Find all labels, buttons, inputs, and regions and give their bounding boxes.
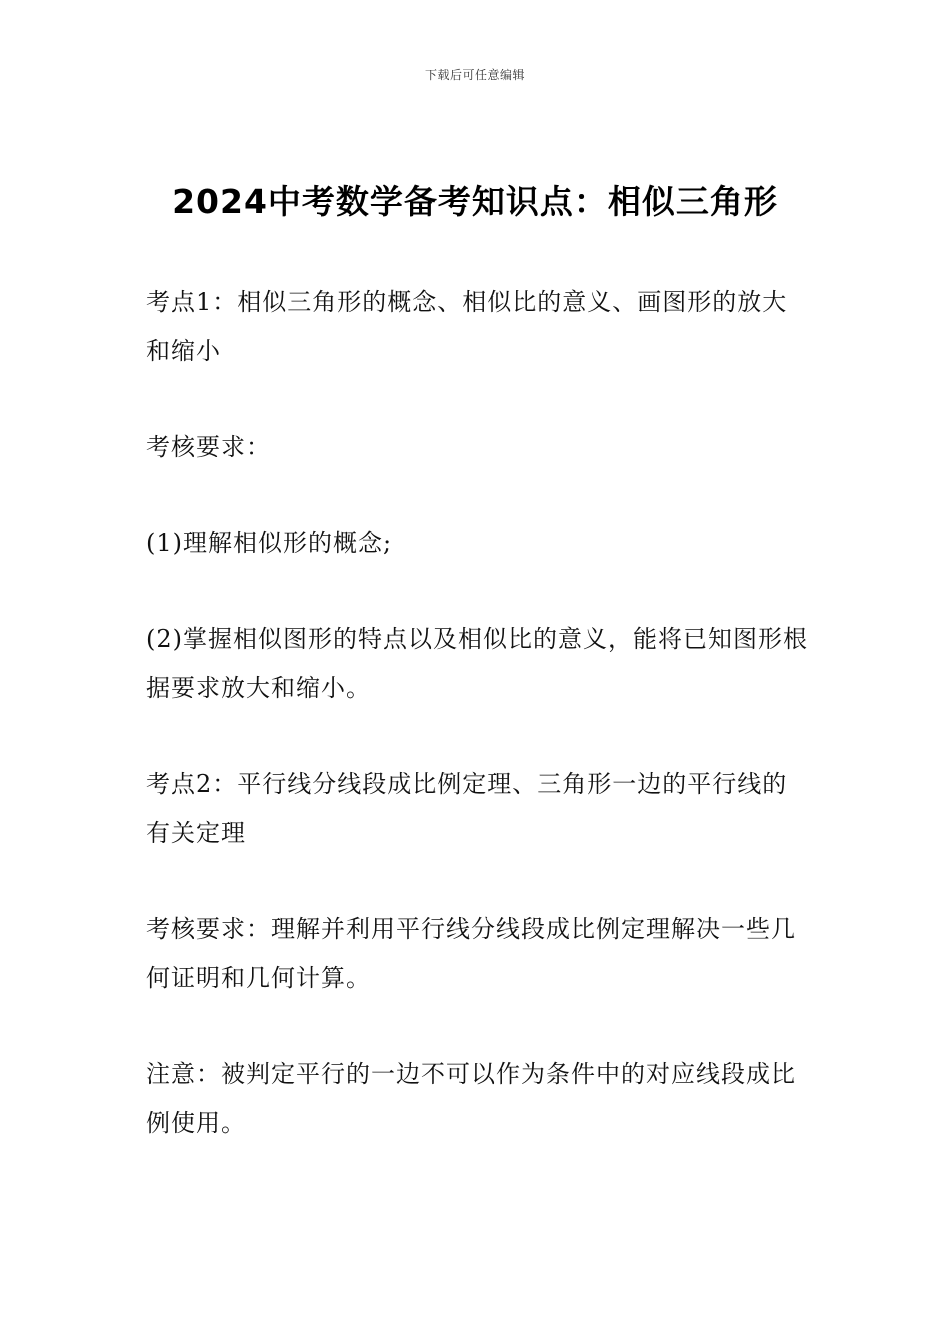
document-body bbox=[146, 278, 808, 1195]
document-title: 2024中考数学备考知识点：相似三角形 bbox=[172, 182, 778, 221]
paragraph-requirements-heading: 考核要求： bbox=[146, 433, 271, 461]
paragraph-requirement-2: (2)掌握相似图形的特点以及相似比的意义，能将已知图形根据要求放大和缩小。 bbox=[146, 625, 808, 702]
header-note: 下载后可任意编辑 bbox=[424, 68, 525, 82]
paragraph-topic-2-requirements: 考核要求：理解并利用平行线分线段成比例定理解决一些几何证明和几何计算。 bbox=[146, 915, 796, 992]
paragraph-requirement-1: (1)理解相似形的概念; bbox=[146, 529, 393, 557]
paragraph-topic-2: 考点2：平行线分线段成比例定理、三角形一边的平行线的有关定理 bbox=[146, 770, 788, 847]
paragraph-note: 注意：被判定平行的一边不可以作为条件中的对应线段成比例使用。 bbox=[146, 1060, 796, 1137]
paragraph-topic-1: 考点1：相似三角形的概念、相似比的意义、画图形的放大和缩小 bbox=[146, 288, 788, 365]
